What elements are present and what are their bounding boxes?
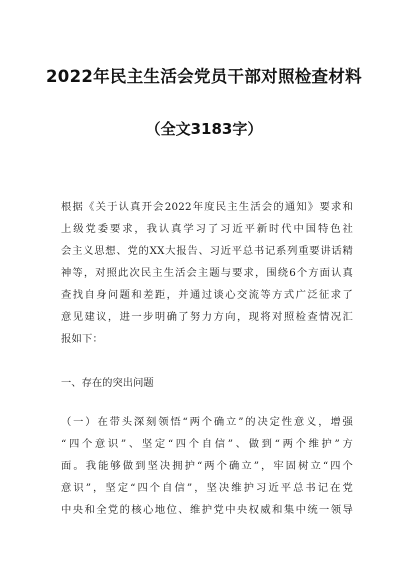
paragraph-line: （一）在带头深刻领悟“两个确立”的决定性意义，增强 [61, 416, 353, 428]
paragraph-line: “四个意识”、坚定“四个自信”、做到“两个维护”方 [61, 438, 353, 450]
section-heading: 一、存在的突出问题 [61, 377, 154, 389]
intro-line: 上级党委要求，我认真学习了习近平新时代中国特色社 [61, 223, 353, 235]
paragraph-line: 意识”，坚定“四个自信”，坚决维护习近平总书记在党 [61, 482, 353, 494]
intro-paragraph [61, 196, 353, 350]
intro-line: 报如下： [61, 333, 103, 345]
document-subtitle: （全文3183字） [145, 120, 263, 138]
intro-line: 根据《关于认真开会2022年度民主生活会的通知》要求和 [61, 201, 353, 213]
paragraph-line: 中央和全党的核心地位、维护党中央权威和集中统一领导 [61, 504, 353, 516]
intro-line: 神等，对照此次民主生活会主题与要求，围绕6个方面认真 [61, 267, 353, 279]
paragraph-1 [61, 411, 353, 521]
intro-line: 意见建议，进一步明确了努力方向，现将对照检查情况汇 [61, 311, 353, 323]
intro-line: 会主义思想、党的XX大报告、习近平总书记系列重要讲话精 [61, 245, 353, 257]
document-title: 2022年民主生活会党员干部对照检查材料 [46, 67, 362, 86]
paragraph-line: 面。我能够做到坚决拥护“两个确立”，牢固树立“四个 [61, 460, 353, 472]
intro-line: 查找自身问题和差距，并通过谈心交流等方式广泛征求了 [61, 289, 353, 301]
